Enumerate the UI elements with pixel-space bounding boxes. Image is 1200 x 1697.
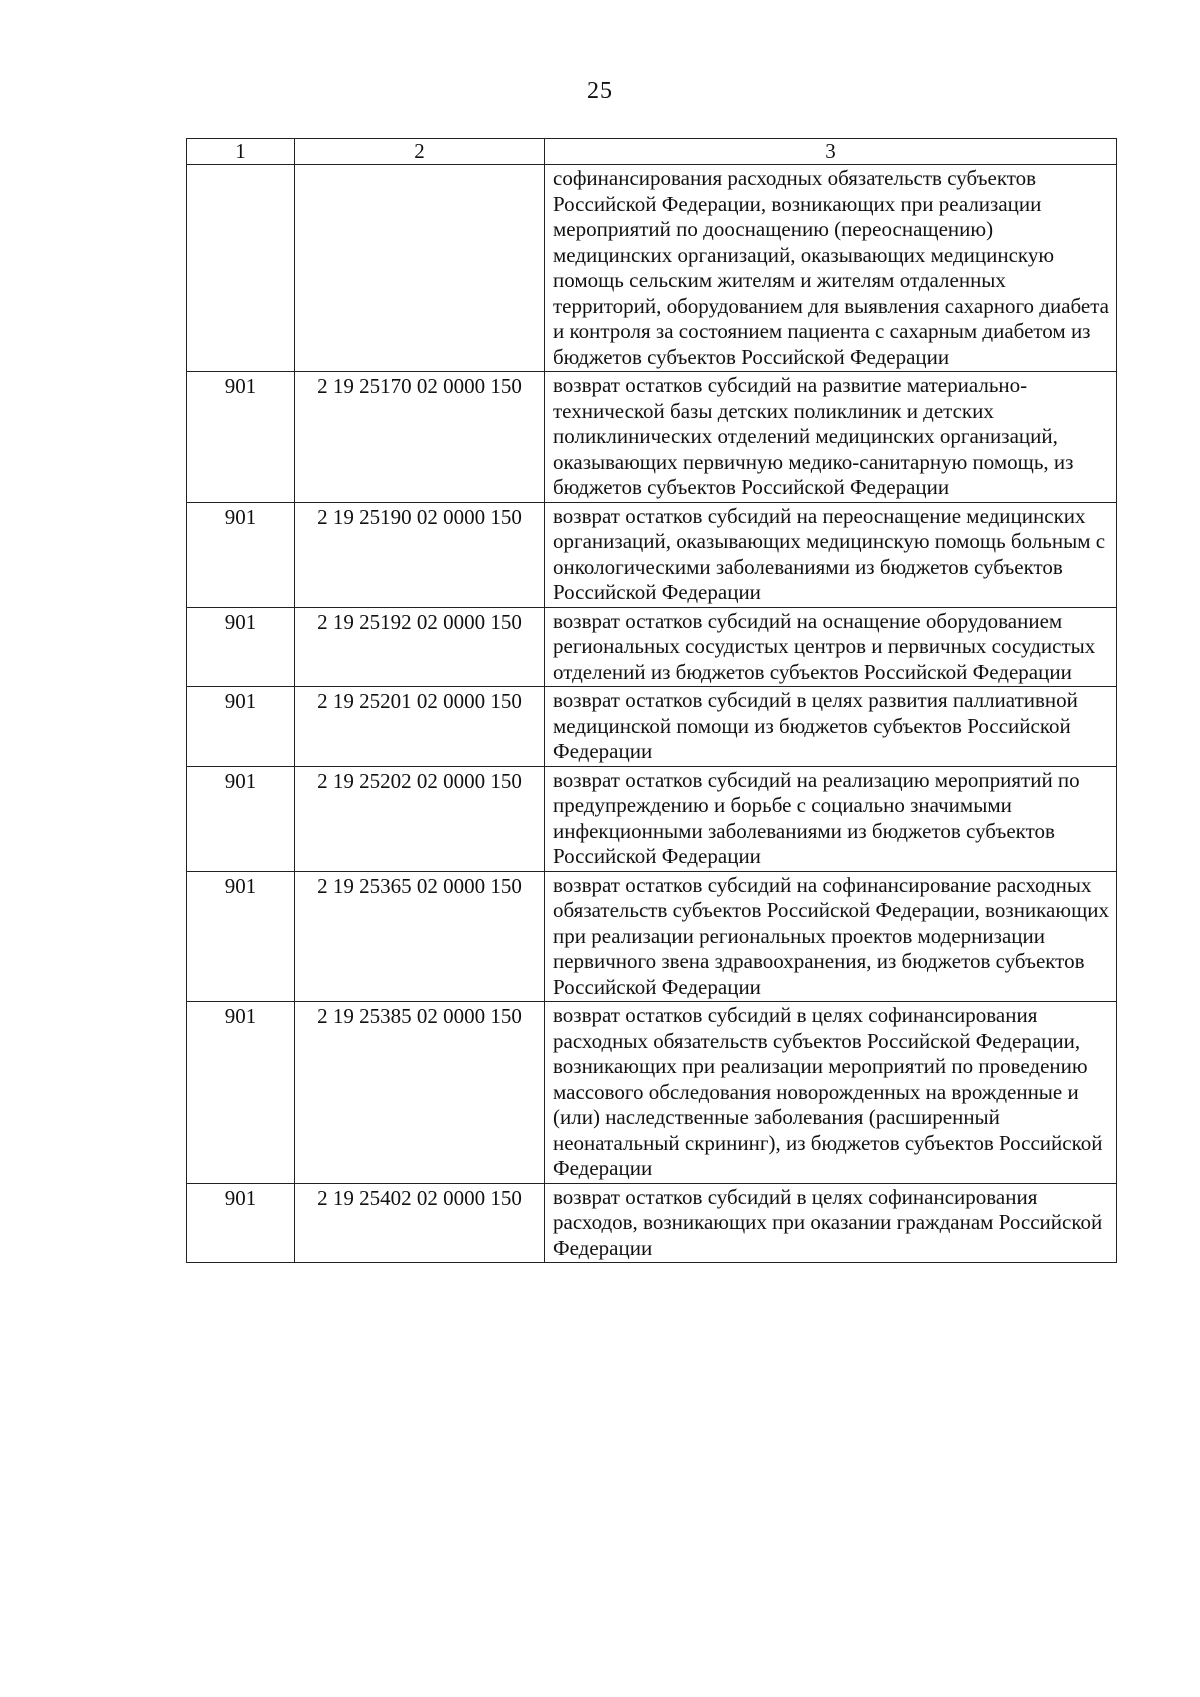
budget-code-cell: 2 19 25192 02 0000 150 — [295, 607, 545, 687]
admin-code-cell: 901 — [187, 502, 295, 607]
description-cell: возврат остатков субсидий в целях софинансирования расходных обязательств субъектов Российской Федерации, возникающих при реализации мероприятий по проведению массового обследования новорожденных на врожденные и (или) наследственные заболевания (расширенный неонатальный скрининг), из бюджетов субъектов Российской Федерации — [545, 1002, 1117, 1184]
budget-code-cell — [295, 165, 545, 372]
description-cell: софинансирования расходных обязательств субъектов Российской Федерации, возникающих при реализации мероприятий по дооснащению (переоснащению) медицинских организаций, оказывающих медицинскую помощь сельским жителям и жителям отдаленных территорий, оборудованием для выявления сахарного диабета и контроля за состоянием пациента с сахарным диабетом из бюджетов субъектов Российской Федерации — [545, 165, 1117, 372]
page-number: 25 — [587, 78, 613, 104]
table-row — [187, 607, 1117, 687]
table-row — [187, 502, 1117, 607]
table-row — [187, 165, 1117, 372]
budget-code-cell: 2 19 25170 02 0000 150 — [295, 372, 545, 503]
budget-code-cell: 2 19 25190 02 0000 150 — [295, 502, 545, 607]
header-col-1: 1 — [187, 139, 295, 165]
admin-code-cell: 901 — [187, 687, 295, 767]
table-row — [187, 871, 1117, 1002]
budget-code-cell: 2 19 25201 02 0000 150 — [295, 687, 545, 767]
table-row — [187, 766, 1117, 871]
description-cell: возврат остатков субсидий в целях развития паллиативной медицинской помощи из бюджетов субъектов Российской Федерации — [545, 687, 1117, 767]
description-cell: возврат остатков субсидий на развитие материально-технической базы детских поликлиник и детских поликлинических отделений медицинских организаций, оказывающих первичную медико-санитарную помощь, из бюджетов субъектов Российской Федерации — [545, 372, 1117, 503]
admin-code-cell: 901 — [187, 1183, 295, 1263]
admin-code-cell: 901 — [187, 1002, 295, 1184]
table-row — [187, 1183, 1117, 1263]
description-cell: возврат остатков субсидий на оснащение оборудованием региональных сосудистых центров и первичных сосудистых отделений из бюджетов субъектов Российской Федерации — [545, 607, 1117, 687]
description-cell: возврат остатков субсидий в целях софинансирования расходов, возникающих при оказании гражданам Российской Федерации — [545, 1183, 1117, 1263]
budget-code-cell: 2 19 25385 02 0000 150 — [295, 1002, 545, 1184]
table-row — [187, 1002, 1117, 1184]
table-header-row — [187, 139, 1117, 165]
budget-code-cell: 2 19 25202 02 0000 150 — [295, 766, 545, 871]
table-row — [187, 372, 1117, 503]
admin-code-cell — [187, 165, 295, 372]
header-col-2: 2 — [295, 139, 545, 165]
admin-code-cell: 901 — [187, 766, 295, 871]
admin-code-cell: 901 — [187, 871, 295, 1002]
table-row — [187, 687, 1117, 767]
budget-codes-table — [186, 138, 1117, 1263]
header-col-3: 3 — [545, 139, 1117, 165]
description-cell: возврат остатков субсидий на софинансирование расходных обязательств субъектов Российской Федерации, возникающих при реализации региональных проектов модернизации первичного звена здравоохранения, из бюджетов субъектов Российской Федерации — [545, 871, 1117, 1002]
description-cell: возврат остатков субсидий на реализацию мероприятий по предупреждению и борьбе с социально значимыми инфекционными заболеваниями из бюджетов субъектов Российской Федерации — [545, 766, 1117, 871]
admin-code-cell: 901 — [187, 607, 295, 687]
budget-code-cell: 2 19 25402 02 0000 150 — [295, 1183, 545, 1263]
description-cell: возврат остатков субсидий на переоснащение медицинских организаций, оказывающих медицинскую помощь больным с онкологическими заболеваниями из бюджетов субъектов Российской Федерации — [545, 502, 1117, 607]
budget-code-cell: 2 19 25365 02 0000 150 — [295, 871, 545, 1002]
admin-code-cell: 901 — [187, 372, 295, 503]
